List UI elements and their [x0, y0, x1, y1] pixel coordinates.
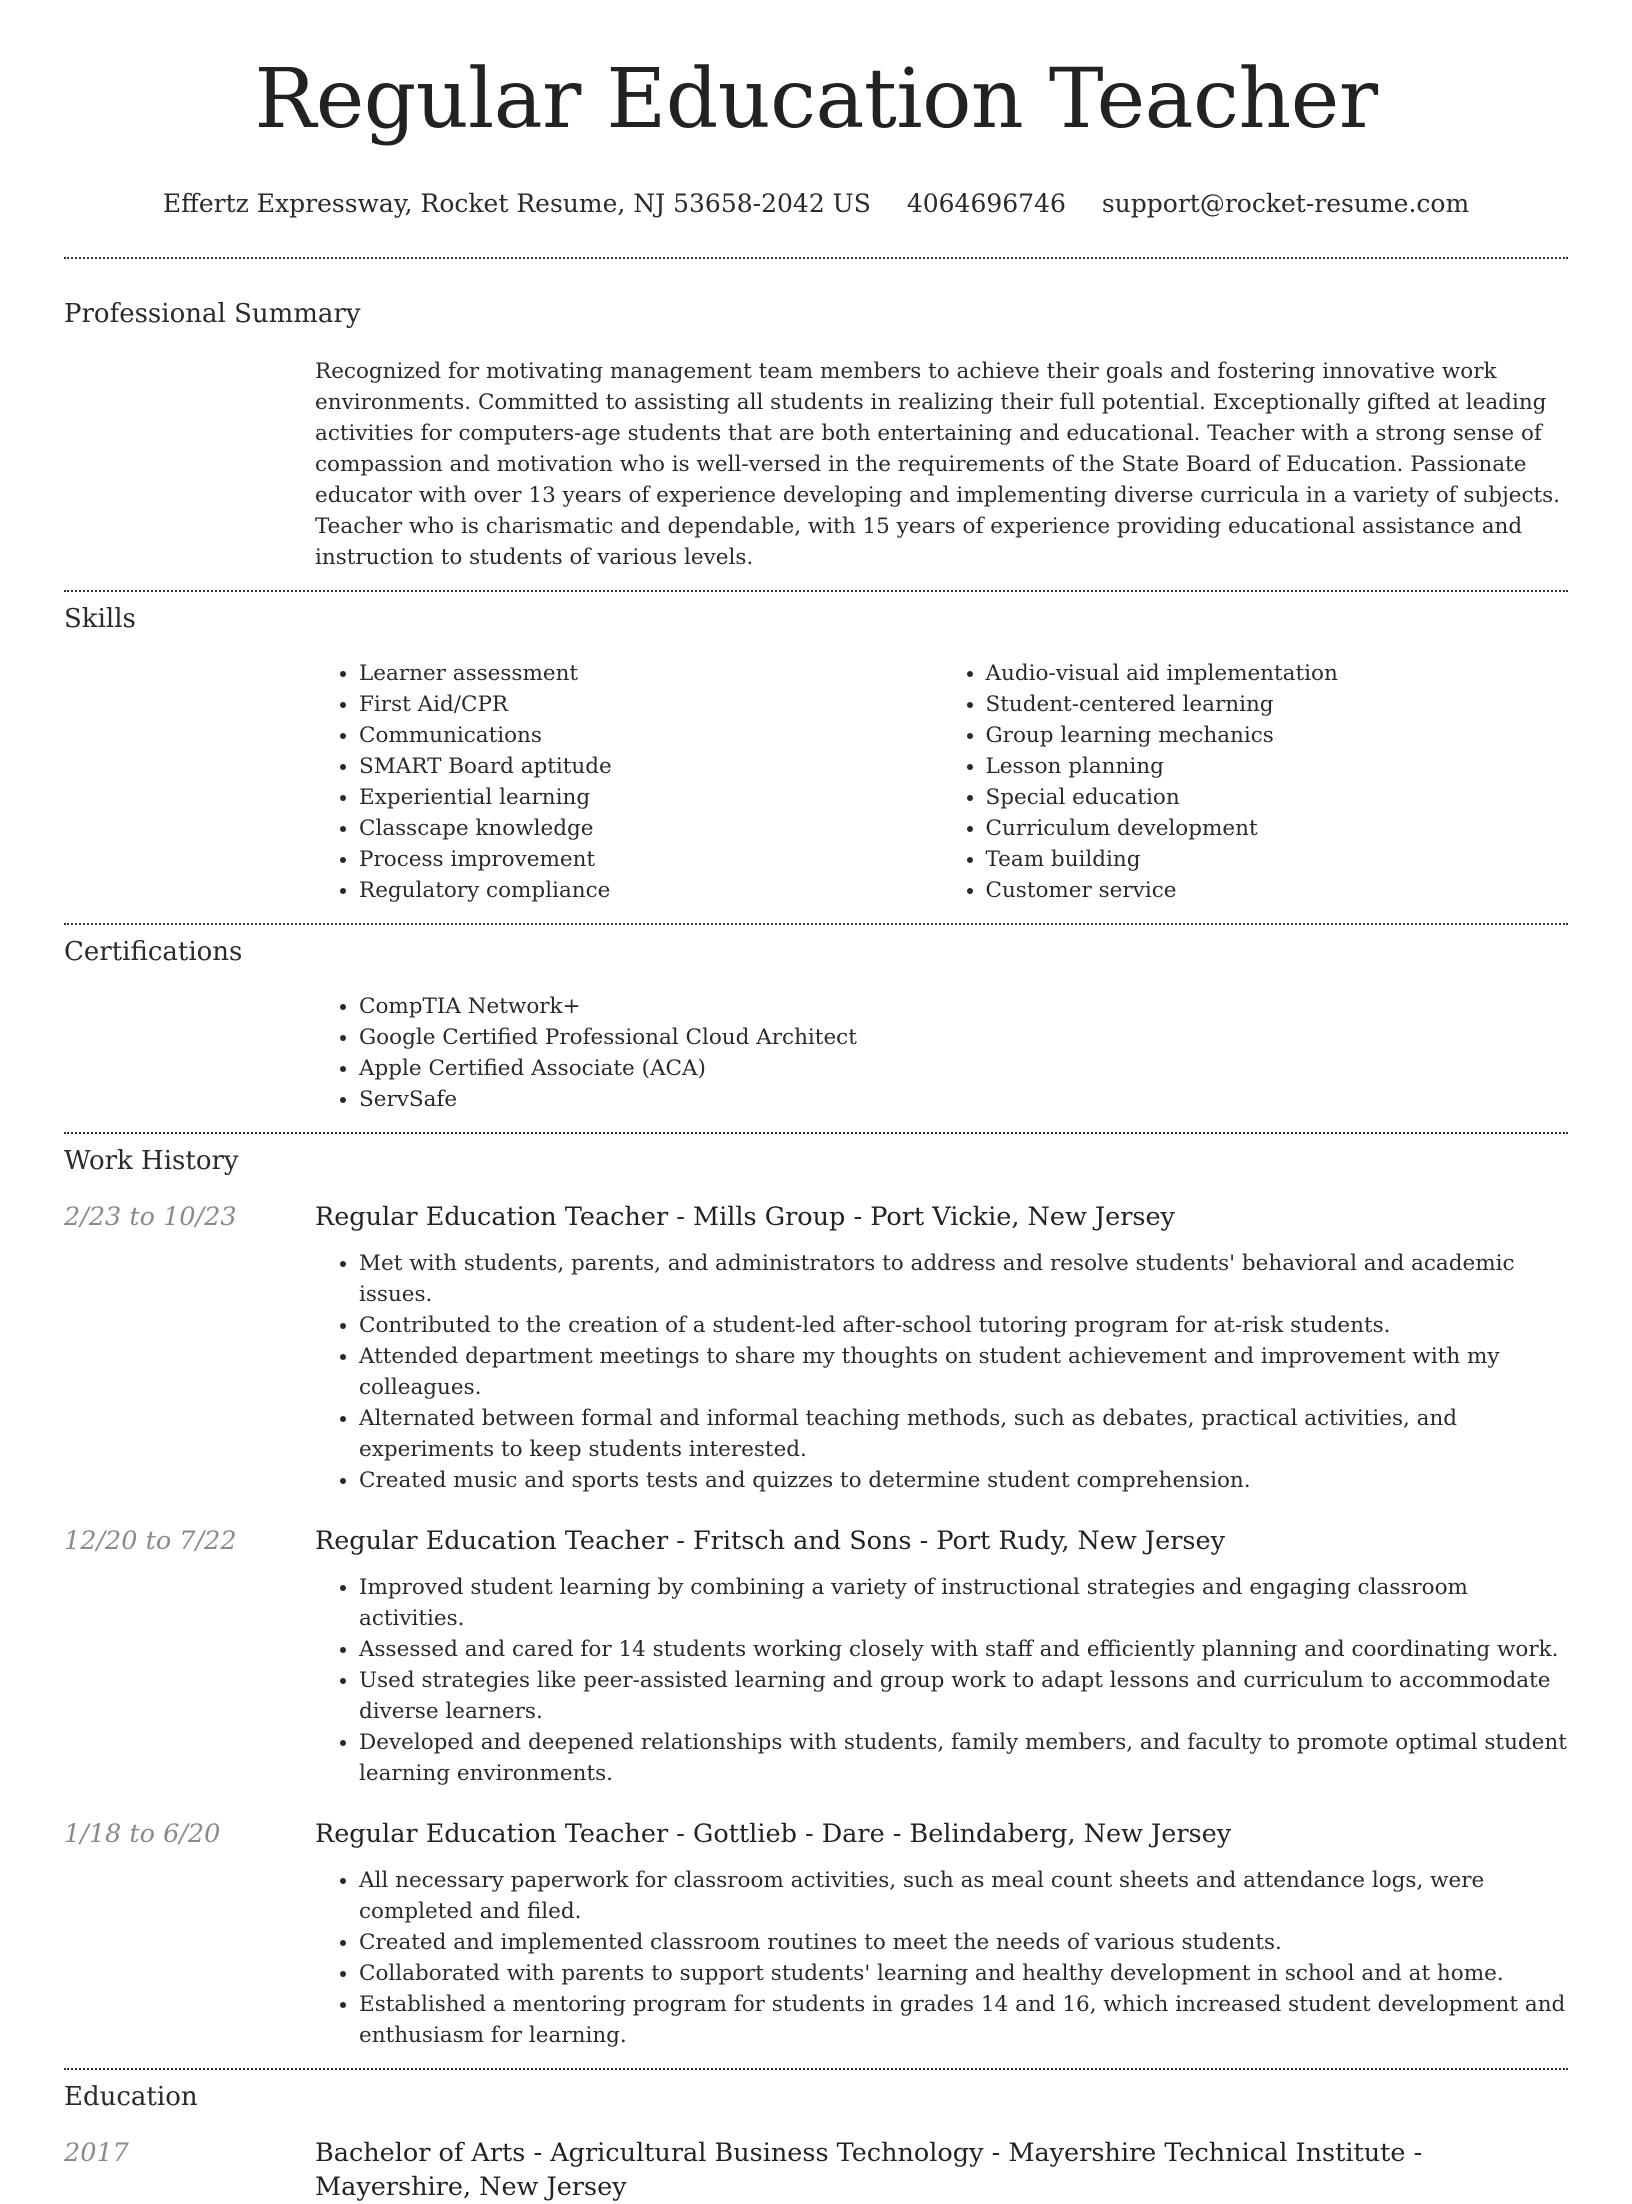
skill-item: • Classcape knowledge	[359, 813, 942, 844]
job-title: Regular Education Teacher - Gottlieb - Dare - Belindaberg, New Jersey	[315, 1819, 1232, 1849]
job-bullet: • All necessary paperwork for classroom activities, such as meal count sheets and attendance logs, were completed and filed.	[359, 1865, 1568, 1927]
job-title: Regular Education Teacher - Mills Group - Port Vickie, New Jersey	[315, 1202, 1175, 1232]
job-bullet: • Attended department meetings to share my thoughts on student achievement and improvement with my colleagues.	[359, 1341, 1568, 1403]
contact-line	[64, 188, 1568, 220]
skill-item: • First Aid/CPR	[359, 689, 942, 720]
education-year: 2017	[64, 2138, 129, 2168]
job-bullet: • Assessed and cared for 14 students working closely with staff and efficiently planning and coordinating work.	[359, 1634, 1568, 1665]
job-bullet: • Developed and deepened relationships with students, family members, and faculty to promote optimal student learning environments.	[359, 1727, 1568, 1789]
certifications-heading: Certifications	[64, 937, 243, 967]
skill-item: • Learner assessment	[359, 658, 942, 689]
certification-item: • ServSafe	[359, 1084, 1568, 1115]
skill-item: • Lesson planning	[986, 751, 1569, 782]
skills-left-column	[315, 658, 942, 906]
certifications-section	[64, 925, 1568, 1115]
summary-text: Recognized for motivating management team members to achieve their goals and fostering innovative work environments. Committed to assisting all students in realizing their full potential. Exceptionally gifted at leading activities for computers-age students that are both entertaining and educational. Teacher with a strong sense of compassion and motivation who is well-versed in the requirements of the State Board of Education. Passionate educator with over 13 years of experience developing and implementing diverse curricula in a variety of subjects. Teacher who is charismatic and dependable, with 15 years of experience providing educational assistance and instruction to students of various levels.	[315, 359, 1561, 570]
summary-section	[64, 259, 1568, 573]
skill-item: • Audio-visual aid implementation	[986, 658, 1569, 689]
skill-item: • Team building	[986, 844, 1569, 875]
skill-item: • SMART Board aptitude	[359, 751, 942, 782]
job-bullet: • Created music and sports tests and quizzes to determine student comprehension.	[359, 1465, 1568, 1496]
certification-item: • Apple Certified Associate (ACA)	[359, 1053, 1568, 1084]
skills-heading: Skills	[64, 604, 136, 634]
skill-item: • Regulatory compliance	[359, 875, 942, 906]
job-bullet: • Improved student learning by combining a variety of instructional strategies and engaging classroom activities.	[359, 1572, 1568, 1634]
job-bullets	[315, 1572, 1568, 1789]
job-dates: 12/20 to 7/22	[64, 1526, 237, 1556]
education-entry	[64, 2136, 1568, 2204]
skills-section	[64, 592, 1568, 906]
skill-item: • Student-centered learning	[986, 689, 1569, 720]
contact-phone: 4064696746	[906, 189, 1066, 218]
skill-item: • Communications	[359, 720, 942, 751]
job-bullet: • Met with students, parents, and administrators to address and resolve students' behavioral and academic issues.	[359, 1248, 1568, 1310]
skills-list	[315, 658, 1568, 906]
education-section	[64, 2070, 1568, 2204]
job-entry	[64, 1200, 1568, 1496]
page-title: Regular Education Teacher	[254, 52, 1378, 147]
job-bullets	[315, 1248, 1568, 1496]
education-degree: Bachelor of Arts - Agricultural Business Technology - Mayershire Technical Institute - Mayershire, New Jersey	[315, 2138, 1423, 2202]
skill-item: • Customer service	[986, 875, 1569, 906]
job-entry	[64, 1817, 1568, 2051]
job-dates: 2/23 to 10/23	[64, 1202, 237, 1232]
skill-item: • Process improvement	[359, 844, 942, 875]
job-bullet: • Used strategies like peer-assisted learning and group work to adapt lessons and curriculum to accommodate diverse learners.	[359, 1665, 1568, 1727]
certification-item: • CompTIA Network+	[359, 991, 1568, 1022]
skill-item: • Special education	[986, 782, 1569, 813]
work-history-section	[64, 1134, 1568, 2051]
job-bullet: • Contributed to the creation of a student-led after-school tutoring program for at-risk students.	[359, 1310, 1568, 1341]
contact-email: support@rocket-resume.com	[1101, 189, 1470, 218]
job-bullet: • Established a mentoring program for students in grades 14 and 16, which increased student development and enthusiasm for learning.	[359, 1989, 1568, 2051]
job-entry	[64, 1524, 1568, 1789]
skill-item: • Curriculum development	[986, 813, 1569, 844]
job-title: Regular Education Teacher - Fritsch and Sons - Port Rudy, New Jersey	[315, 1526, 1225, 1556]
skill-item: • Experiential learning	[359, 782, 942, 813]
work-history-heading: Work History	[64, 1146, 239, 1176]
job-bullets	[315, 1865, 1568, 2051]
summary-heading: Professional Summary	[64, 299, 361, 329]
skill-item: • Group learning mechanics	[986, 720, 1569, 751]
job-bullet: • Alternated between formal and informal teaching methods, such as debates, practical activities, and experiments to keep students interested.	[359, 1403, 1568, 1465]
skills-right-column	[942, 658, 1569, 906]
certification-item: • Google Certified Professional Cloud Architect	[359, 1022, 1568, 1053]
certifications-list	[315, 991, 1568, 1115]
contact-address: Effertz Expressway, Rocket Resume, NJ 53658-2042 US	[162, 189, 871, 218]
job-dates: 1/18 to 6/20	[64, 1819, 221, 1849]
education-heading: Education	[64, 2082, 198, 2112]
resume-page	[64, 0, 1568, 2204]
job-bullet: • Created and implemented classroom routines to meet the needs of various students.	[359, 1927, 1568, 1958]
job-bullet: • Collaborated with parents to support students' learning and healthy development in school and at home.	[359, 1958, 1568, 1989]
